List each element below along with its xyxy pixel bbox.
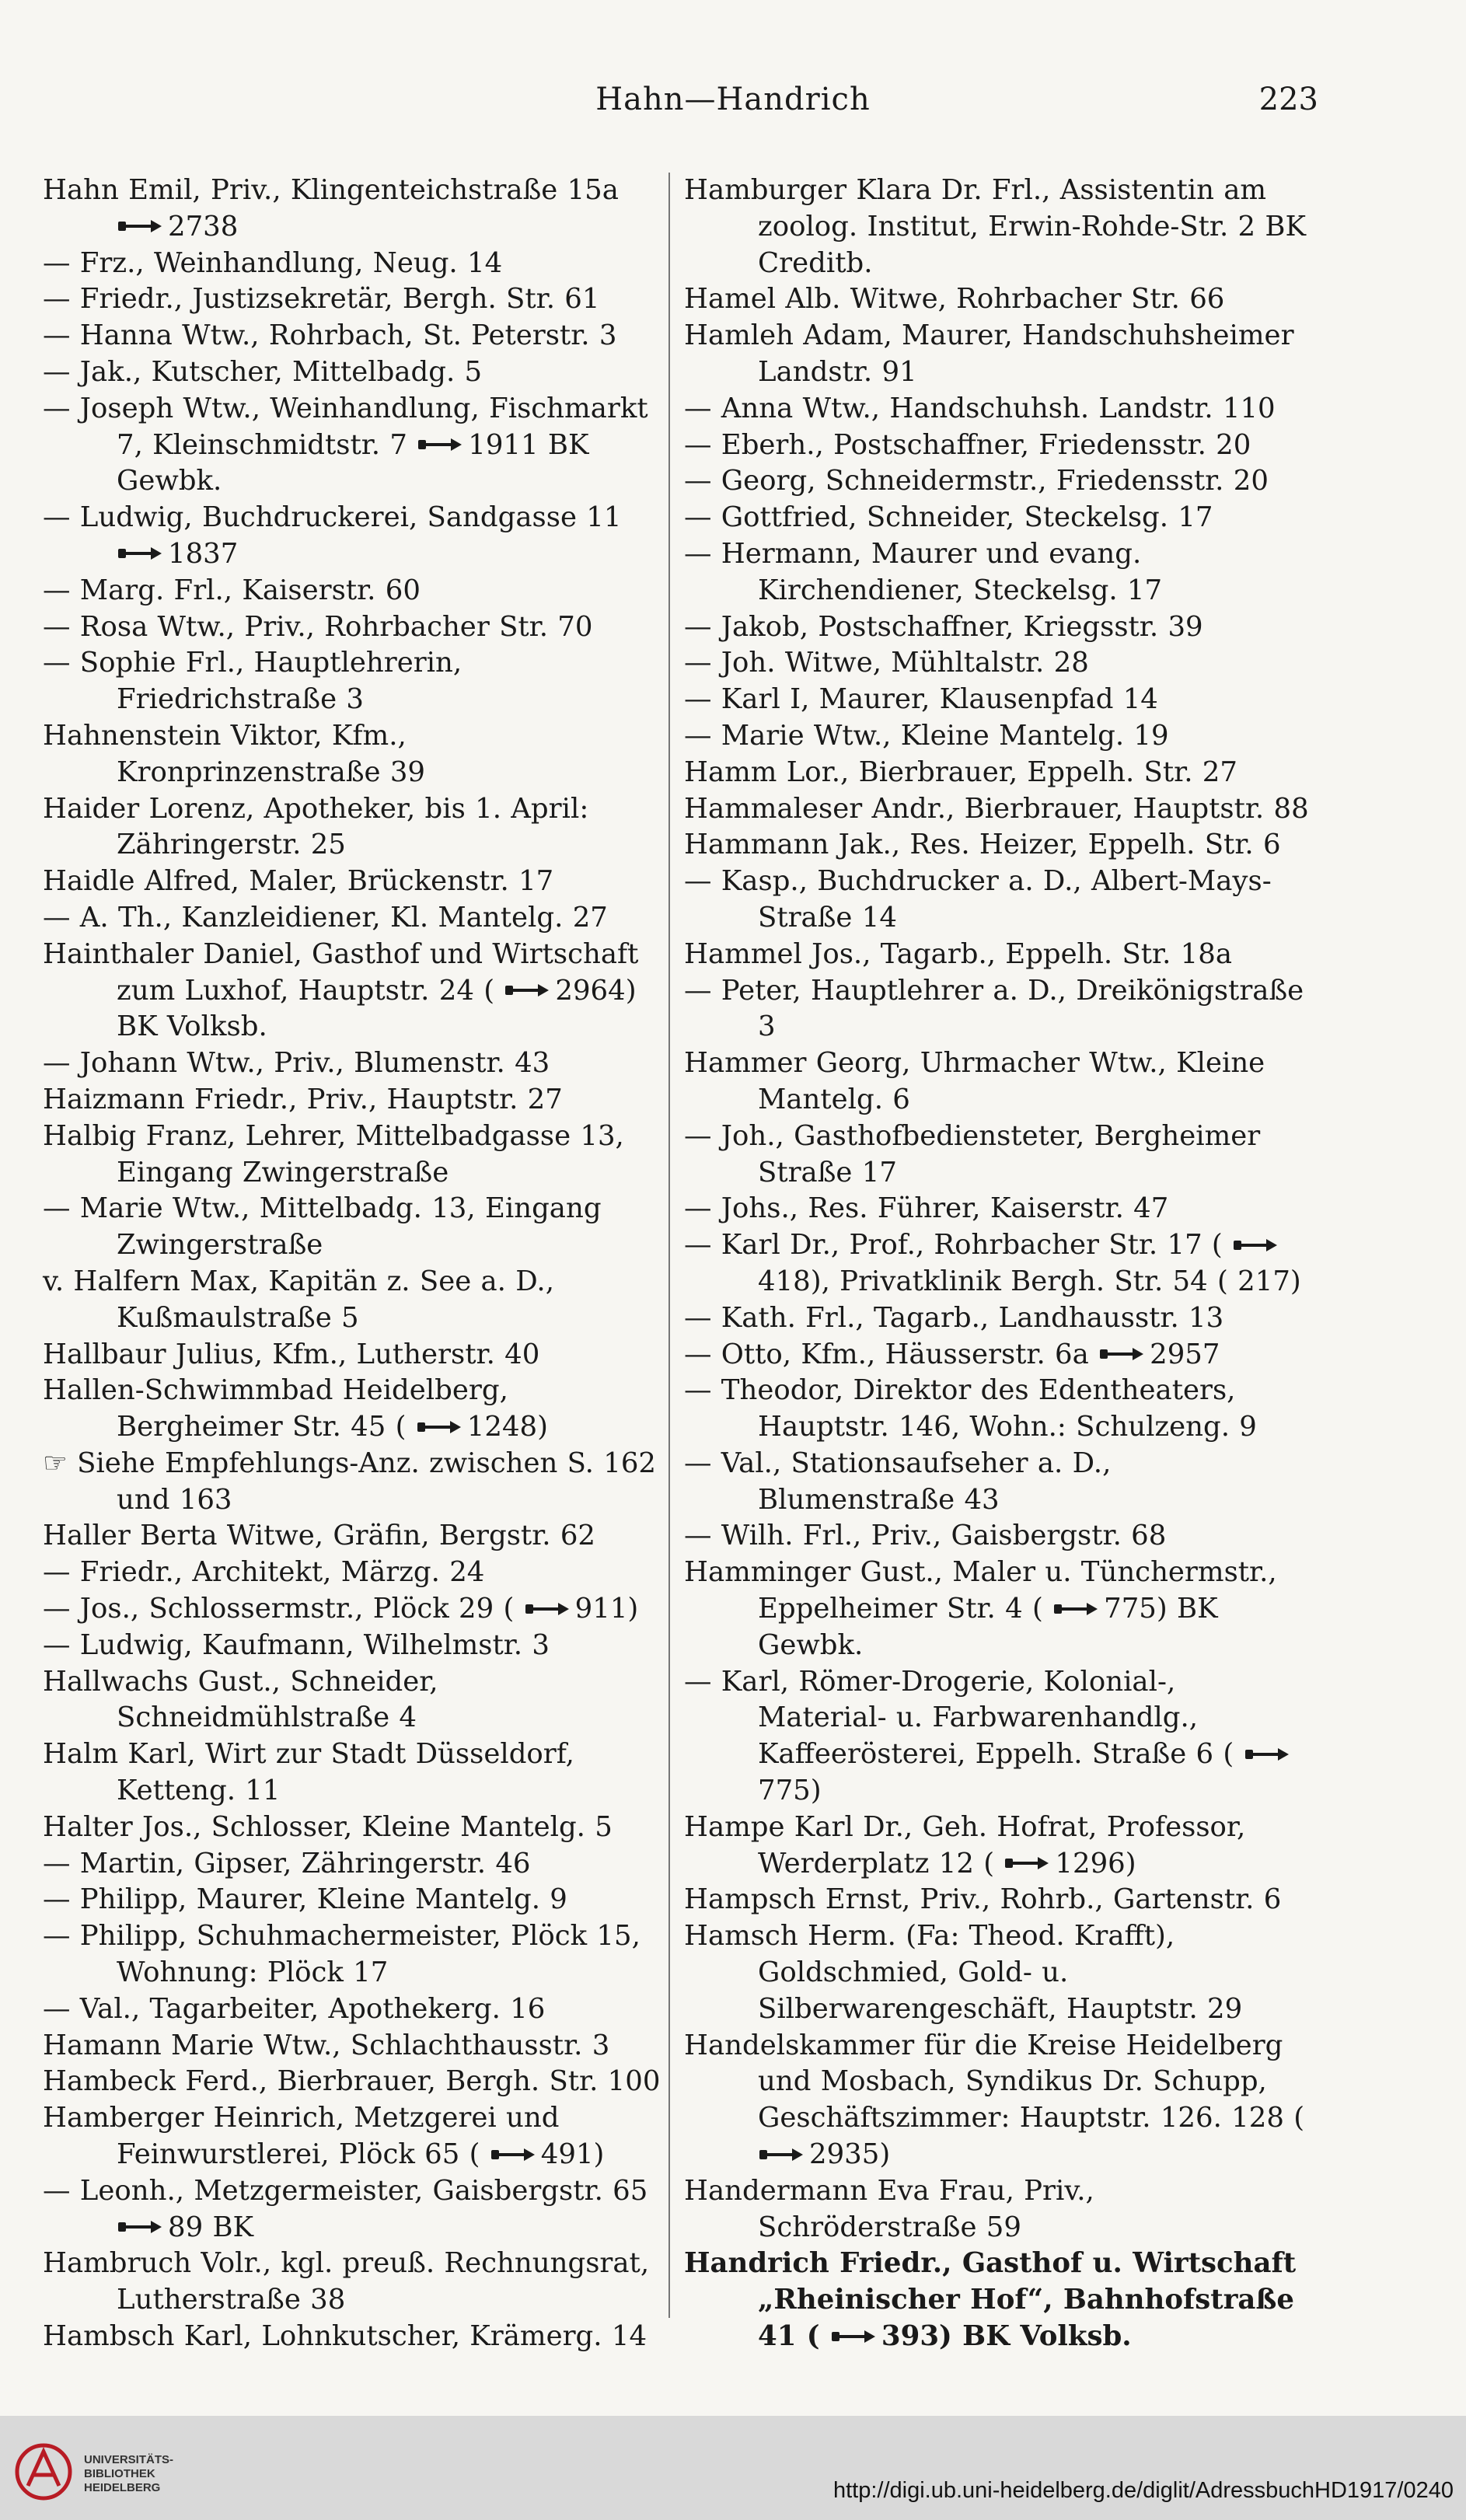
entry-text: — Kath. Frl., Tagarb., Landhausstr. 13: [684, 1301, 1224, 1334]
directory-entry: [43, 573, 672, 609]
telephone-icon: [417, 436, 463, 453]
entry-text: Haidle Alfred, Maler, Brückenstr. 17: [43, 865, 554, 898]
directory-entry: [684, 2028, 1314, 2173]
directory-entry: [43, 246, 672, 282]
directory-entry: [43, 1045, 672, 1082]
telephone-icon: [1232, 1237, 1279, 1254]
entry-text: — Karl I, Maurer, Klausenpfad 14: [684, 683, 1158, 716]
running-title: Hahn—Handrich: [595, 82, 871, 117]
entry-text: Hambruch Volr., kgl. preuß. Rechnungsrat, Lutherstraße 38: [43, 2247, 650, 2316]
directory-entry: [43, 645, 672, 718]
telephone-icon: [504, 982, 550, 999]
directory-entry: [43, 1628, 672, 1664]
directory-entry: [684, 609, 1314, 646]
phone-number: 2935: [809, 2138, 880, 2171]
directory-entry: [684, 682, 1314, 718]
entry-text: Hambsch Karl, Lohnkutscher, Krämerg. 14: [43, 2320, 647, 2353]
entry-text: — Marie Wtw., Kleine Mantelg. 19: [684, 719, 1169, 752]
phone-number: 418: [758, 1265, 811, 1297]
directory-entry: [684, 281, 1314, 318]
library-logo-text: UNIVERSITÄTS- BIBLIOTHEK HEIDELBERG: [84, 2453, 174, 2494]
telephone-icon: [1004, 1855, 1050, 1872]
directory-entry: [684, 937, 1314, 973]
entry-text: — A. Th., Kanzleidiener, Kl. Mantelg. 27: [43, 901, 608, 934]
directory-entry: [43, 609, 672, 646]
entry-text: — Jak., Kutscher, Mittelbadg. 5: [43, 355, 483, 388]
phone-number: 2957: [1150, 1338, 1220, 1370]
entry-text: — Hermann, Maurer und evang. Kirchendiener, Steckelsg. 17: [684, 537, 1163, 606]
directory-entry: [684, 1191, 1314, 1227]
telephone-icon: [117, 2218, 163, 2236]
directory-entry: [684, 645, 1314, 682]
directory-entry: [43, 718, 672, 791]
entry-text: — Kasp., Buchdrucker a. D., Albert-Mays-Straße 14: [684, 865, 1272, 934]
telephone-icon: [830, 2328, 877, 2345]
directory-entry: [43, 2064, 672, 2100]
entry-suffix: ): [537, 1411, 548, 1443]
entry-suffix: ), Privatklinik Bergh. Str. 54 ( 217): [810, 1265, 1301, 1297]
directory-entry: [684, 827, 1314, 864]
phone-number: 911: [574, 1593, 628, 1625]
entry-text: Hainthaler Daniel, Gasthof und Wirtschaft zum Luxhof, Hauptstr. 24 (: [43, 937, 639, 1007]
entry-text: Hamel Alb. Witwe, Rohrbacher Str. 66: [684, 283, 1225, 316]
entry-text: Hamleh Adam, Maurer, Handschuhsheimer Landstr. 91: [684, 319, 1294, 388]
directory-entry: [684, 173, 1314, 281]
directory-entry: [43, 937, 672, 1045]
entry-text: Hammaleser Andr., Bierbrauer, Hauptstr. 88: [684, 792, 1309, 825]
library-logo-icon: [12, 2441, 75, 2503]
entry-text: — Karl, Römer-Drogerie, Kolonial-, Material- u. Farbwarenhandlg., Kaffeerösterei, Eppelh. Straße 6 (: [684, 1665, 1234, 1771]
entry-text: — Joseph Wtw., Weinhandlung, Fischmarkt 7, Kleinschmidtstr. 7: [43, 392, 648, 461]
directory-entry: [43, 1736, 672, 1810]
directory-entry: [684, 1045, 1314, 1119]
entry-text: — Karl Dr., Prof., Rohrbacher Str. 17 (: [684, 1229, 1223, 1262]
directory-entry: [684, 2173, 1314, 2246]
entry-text: — Philipp, Maurer, Kleine Mantelg. 9: [43, 1883, 567, 1916]
entry-text: — Martin, Gipser, Zähringerstr. 46: [43, 1847, 531, 1880]
directory-entry: [684, 500, 1314, 536]
directory-entry: [684, 1227, 1314, 1300]
entry-text: — Ludwig, Kaufmann, Wilhelmstr. 3: [43, 1628, 550, 1661]
directory-entry: [43, 1664, 672, 1737]
source-url-link[interactable]: http://digi.ub.uni-heidelberg.de/diglit/AdressbuchHD1917/0240: [832, 2478, 1454, 2503]
entry-text: ☞ Siehe Empfehlungs-Anz. zwischen S. 162 und 163: [43, 1447, 656, 1516]
directory-entry: [43, 2319, 672, 2355]
directory-entry: [43, 318, 672, 354]
entry-text: — Theodor, Direktor des Edentheaters, Hauptstr. 146, Wohn.: Schulzeng. 9: [684, 1374, 1257, 1443]
entry-text: Hamann Marie Wtw., Schlachthausstr. 3: [43, 2029, 610, 2061]
entry-text: Hambeck Ferd., Bierbrauer, Bergh. Str. 100: [43, 2065, 661, 2098]
telephone-icon: [1052, 1600, 1099, 1618]
directory-entry: [43, 2173, 672, 2246]
telephone-icon: [758, 2146, 805, 2163]
directory-entry: [684, 428, 1314, 464]
phone-number: 1837: [168, 537, 239, 570]
directory-entry: [43, 1119, 672, 1192]
directory-entry: [684, 1664, 1314, 1810]
entry-text: Handermann Eva Frau, Priv., Schröderstraße 59: [684, 2174, 1094, 2243]
directory-entry: [43, 2028, 672, 2065]
entry-text: Haider Lorenz, Apotheker, bis 1. April: Zähringerstr. 25: [43, 792, 589, 861]
entry-text: — Peter, Hauptlehrer a. D., Dreikönigstraße 3: [684, 974, 1304, 1043]
entry-suffix: ): [810, 1775, 822, 1807]
phone-number: 89: [168, 2211, 204, 2243]
directory-entry: [43, 1882, 672, 1918]
entry-text: Hammann Jak., Res. Heizer, Eppelh. Str. 6: [684, 829, 1281, 861]
directory-entry: [43, 1518, 672, 1555]
telephone-icon: [1098, 1346, 1145, 1363]
entry-text: — Sophie Frl., Hauptlehrerin, Friedrichstraße 3: [43, 647, 462, 716]
entry-text: — Johs., Res. Führer, Kaiserstr. 47: [684, 1192, 1169, 1225]
entry-text: Hammer Georg, Uhrmacher Wtw., Kleine Mantelg. 6: [684, 1047, 1265, 1115]
entry-text: — Joh., Gasthofbediensteter, Bergheimer Straße 17: [684, 1119, 1261, 1188]
entry-text: — Marg. Frl., Kaiserstr. 60: [43, 574, 421, 606]
entry-text: Handrich Friedr., Gasthof u. Wirtschaft „Rheinischer Hof“, Bahnhofstraße 41 (: [684, 2247, 1297, 2353]
entry-suffix: ) BK Volksb.: [939, 2320, 1132, 2353]
entry-text: — Hanna Wtw., Rohrbach, St. Peterstr. 3: [43, 319, 617, 352]
directory-entry: [684, 1373, 1314, 1446]
directory-entry: [43, 1846, 672, 1883]
entry-text: — Frz., Weinhandlung, Neug. 14: [43, 246, 503, 279]
directory-entry: [684, 1300, 1314, 1337]
entry-text: Halbig Franz, Lehrer, Mittelbadgasse 13, Eingang Zwingerstraße: [43, 1119, 624, 1188]
directory-entry: [43, 1191, 672, 1264]
entry-text: Hallen-Schwimmbad Heidelberg, Bergheimer Str. 45 (: [43, 1374, 508, 1443]
entry-text: — Wilh. Frl., Priv., Gaisbergstr. 68: [684, 1520, 1167, 1552]
directory-entry: [684, 391, 1314, 428]
entry-text: Hammel Jos., Tagarb., Eppelh. Str. 18a: [684, 937, 1233, 970]
directory-entry: [684, 1810, 1314, 1883]
entry-text: — Eberh., Postschaffner, Friedensstr. 20: [684, 428, 1251, 461]
directory-entry: [43, 1082, 672, 1119]
entry-suffix: ): [1125, 1847, 1136, 1880]
directory-entry: [43, 1446, 672, 1519]
directory-entry: [43, 1591, 672, 1628]
entry-text: Hamberger Heinrich, Metzgerei und Feinwurstlerei, Plöck 65 (: [43, 2102, 560, 2171]
directory-entry: [684, 1119, 1314, 1192]
entry-text: Halm Karl, Wirt zur Stadt Düsseldorf, Ketteng. 11: [43, 1738, 574, 1807]
directory-entry: [684, 1337, 1314, 1373]
entry-text: — Georg, Schneidermstr., Friedensstr. 20: [684, 465, 1269, 497]
library-logo[interactable]: [12, 2417, 191, 2518]
entry-text: Hamminger Gust., Maler u. Tünchermstr., Eppelheimer Str. 4 (: [684, 1556, 1277, 1625]
entry-text: Halter Jos., Schlosser, Kleine Mantelg. 5: [43, 1810, 613, 1843]
phone-number: 775: [758, 1775, 811, 1807]
entry-text: — Leonh., Metzgermeister, Gaisbergstr. 65: [43, 2174, 648, 2207]
entry-text: Hahnenstein Viktor, Kfm., Kronprinzenstraße 39: [43, 719, 426, 788]
directory-entry: [684, 2246, 1314, 2354]
left-column: [43, 173, 672, 2355]
page-number: 223: [1258, 82, 1318, 117]
entry-text: — Rosa Wtw., Priv., Rohrbacher Str. 70: [43, 610, 593, 643]
directory-entry: [43, 1264, 672, 1337]
phone-number: 2738: [168, 210, 239, 243]
footer-bar: [0, 2416, 1466, 2520]
directory-entry: [43, 1991, 672, 2028]
entry-text: — Val., Stationsaufseher a. D., Blumenstraße 43: [684, 1447, 1112, 1516]
directory-entry: [43, 281, 672, 318]
entry-suffix: ): [593, 2138, 605, 2171]
directory-entry: [43, 864, 672, 900]
directory-entry: [43, 2100, 672, 2173]
phone-number: 491: [540, 2138, 594, 2171]
directory-entry: [43, 500, 672, 573]
directory-entry: [684, 463, 1314, 500]
entry-text: Hamsch Herm. (Fa: Theod. Krafft), Goldschmied, Gold- u. Silberwarengeschäft, Hauptstr. 29: [684, 1920, 1243, 2025]
entry-text: — Friedr., Justizsekretär, Bergh. Str. 61: [43, 283, 600, 316]
entry-text: — Philipp, Schuhmachermeister, Plöck 15, Wohnung: Plöck 17: [43, 1920, 641, 1989]
telephone-icon: [490, 2146, 536, 2163]
directory-entry: [684, 1446, 1314, 1519]
telephone-icon: [117, 218, 163, 235]
entry-text: Hahn Emil, Priv., Klingenteichstraße 15a: [43, 174, 619, 206]
entry-text: v. Halfern Max, Kapitän z. See a. D., Kußmaulstraße 5: [43, 1265, 554, 1334]
entry-text: — Jakob, Postschaffner, Kriegsstr. 39: [684, 610, 1203, 643]
directory-entry: [684, 1882, 1314, 1918]
entry-text: Hamm Lor., Bierbrauer, Eppelh. Str. 27: [684, 756, 1237, 788]
entry-text: Hampsch Ernst, Priv., Rohrb., Gartenstr. 6: [684, 1883, 1282, 1916]
entry-text: Hamburger Klara Dr. Frl., Assistentin am zoolog. Institut, Erwin-Rohde-Str. 2 BK Creditb.: [684, 174, 1307, 279]
entry-suffix: BK Gewbk.: [117, 428, 589, 497]
directory-entry: [43, 791, 672, 864]
directory-entry: [684, 536, 1314, 609]
phone-number: 775: [1104, 1593, 1157, 1625]
directory-entry: [684, 718, 1314, 755]
directory-entry: [684, 1518, 1314, 1555]
entry-text: — Ludwig, Buchdruckerei, Sandgasse 11: [43, 501, 622, 534]
entry-text: Hallbaur Julius, Kfm., Lutherstr. 40: [43, 1338, 540, 1370]
entry-text: — Anna Wtw., Handschuhsh. Landstr. 110: [684, 392, 1276, 424]
directory-entry: [43, 173, 672, 246]
directory-entry: [43, 1918, 672, 1991]
phone-number: 2964: [555, 974, 626, 1007]
directory-entry: [684, 1918, 1314, 2027]
entry-text: — Joh. Witwe, Mühltalstr. 28: [684, 647, 1089, 679]
entry-text: — Friedr., Architekt, Märzg. 24: [43, 1556, 485, 1589]
entry-text: — Val., Tagarbeiter, Apothekerg. 16: [43, 1992, 546, 2025]
entry-text: Haller Berta Witwe, Gräfin, Bergstr. 62: [43, 1520, 596, 1552]
entry-text: — Johann Wtw., Priv., Blumenstr. 43: [43, 1047, 550, 1080]
directory-entry: [684, 1555, 1314, 1663]
phone-number: 1296: [1055, 1847, 1126, 1880]
telephone-icon: [524, 1600, 571, 1618]
directory-entry: [684, 755, 1314, 791]
directory-entry: [684, 973, 1314, 1046]
entry-text: Hallwachs Gust., Schneider, Schneidmühlstraße 4: [43, 1665, 438, 1734]
telephone-icon: [416, 1419, 462, 1436]
right-column: [684, 173, 1314, 2355]
directory-entry: [43, 391, 672, 500]
directory-entry: [684, 864, 1314, 937]
entry-text: — Marie Wtw., Mittelbadg. 13, Eingang Zwingerstraße: [43, 1192, 602, 1262]
phone-number: 1248: [466, 1411, 538, 1443]
phone-number: 1911: [468, 428, 539, 461]
entry-text: Haizmann Friedr., Priv., Hauptstr. 27: [43, 1083, 563, 1115]
directory-entry: [43, 354, 672, 391]
entry-text: Hampe Karl Dr., Geh. Hofrat, Professor, Werderplatz 12 (: [684, 1810, 1246, 1880]
entry-suffix: ) BK Gewbk.: [758, 1593, 1218, 1661]
directory-entry: [684, 791, 1314, 828]
directory-entry: [43, 1555, 672, 1591]
entry-text: — Otto, Kfm., Häusserstr. 6a: [684, 1338, 1089, 1370]
entry-text: — Gottfried, Schneider, Steckelsg. 17: [684, 501, 1213, 534]
page-header: [0, 82, 1466, 136]
entry-suffix: BK: [203, 2211, 254, 2243]
directory-entry: [684, 318, 1314, 391]
telephone-icon: [117, 545, 163, 562]
column-divider: [668, 173, 670, 2318]
directory-entry: [43, 2246, 672, 2319]
entry-text: Handelskammer für die Kreise Heidelberg und Mosbach, Syndikus Dr. Schupp, Geschäftszimmer: Hauptstr. 126. 128 (: [684, 2029, 1305, 2134]
directory-entry: [43, 1373, 672, 1446]
directory-entry: [43, 1810, 672, 1846]
telephone-icon: [1244, 1746, 1290, 1763]
directory-entry: [43, 900, 672, 937]
entry-suffix: ) BK Volksb.: [117, 974, 637, 1043]
entry-suffix: ): [879, 2138, 891, 2171]
entry-suffix: ): [627, 1593, 639, 1625]
directory-entry: [43, 1337, 672, 1373]
entry-text: — Jos., Schlossermstr., Plöck 29 (: [43, 1593, 515, 1625]
phone-number: 393: [881, 2320, 940, 2353]
